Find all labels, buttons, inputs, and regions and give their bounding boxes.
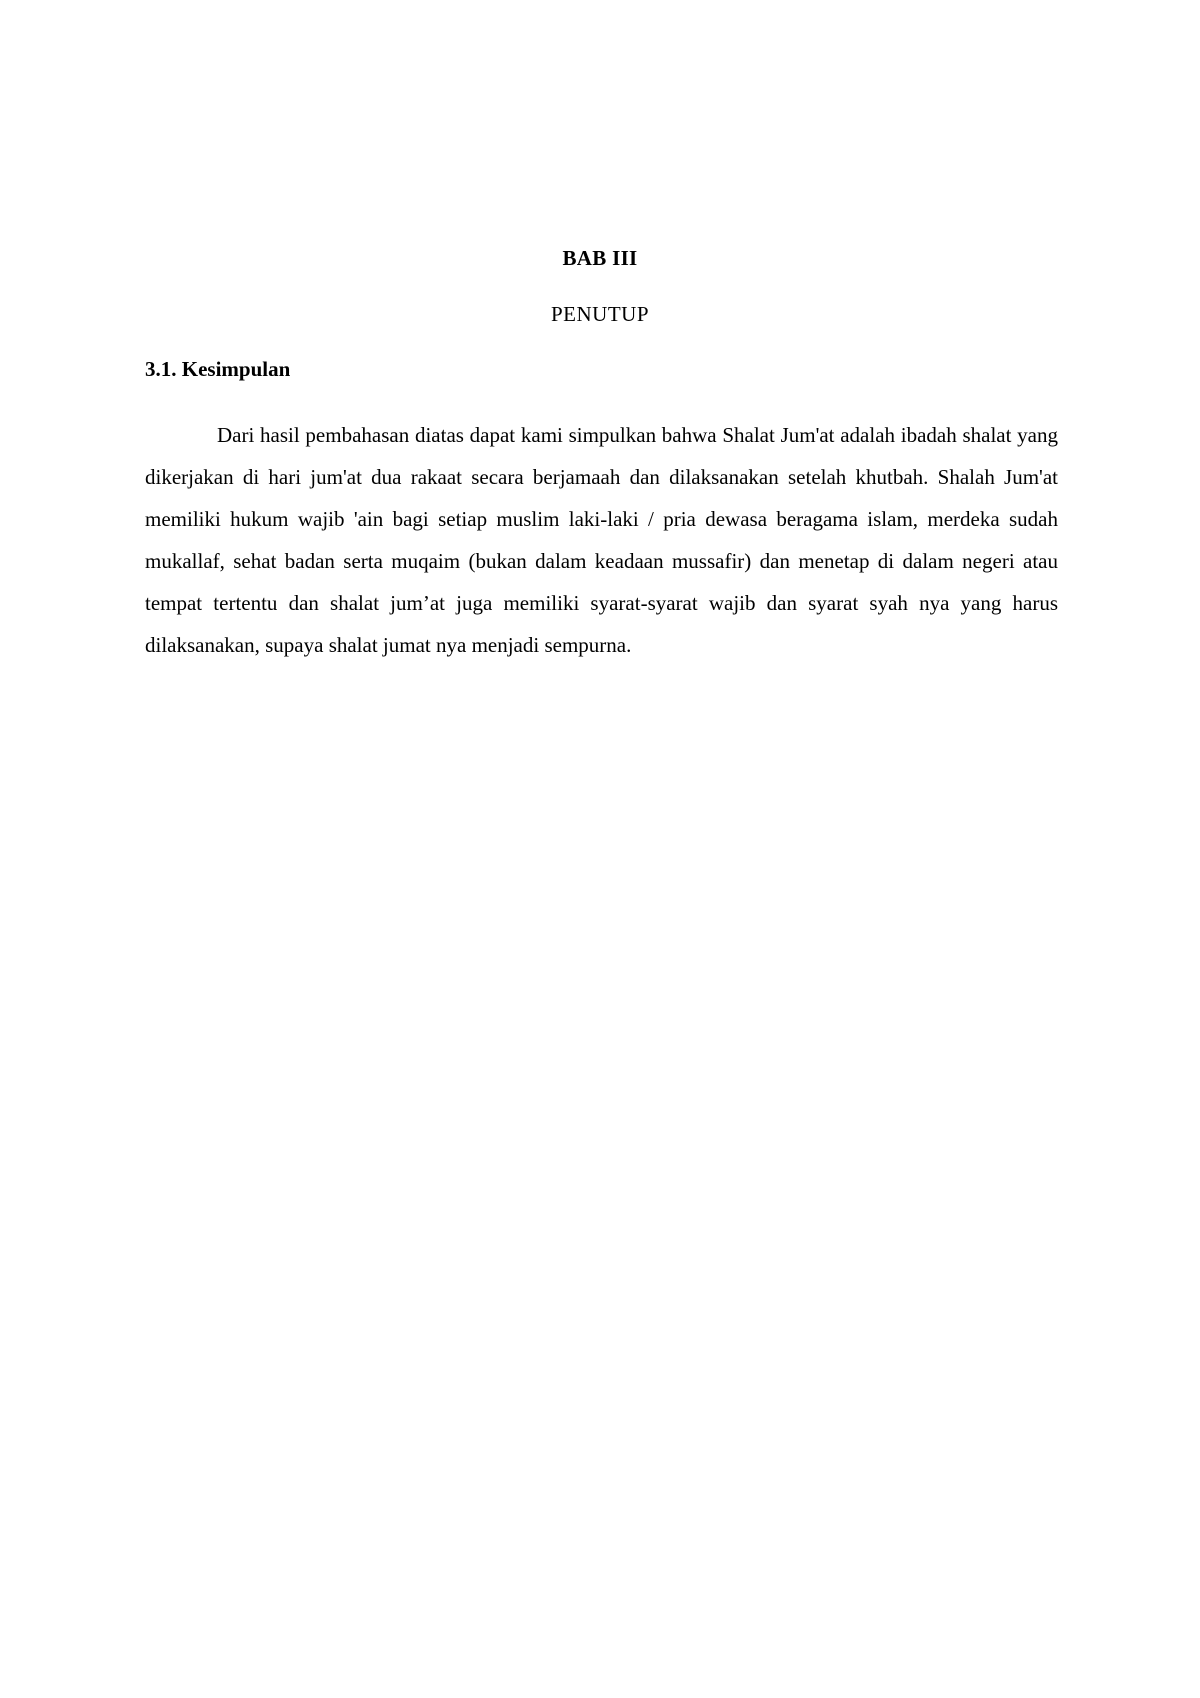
section-heading: 3.1. Kesimpulan <box>145 357 291 381</box>
chapter-label: BAB III <box>562 246 638 270</box>
body-paragraph: Dari hasil pembahasan diatas dapat kami simpulkan bahwa Shalat Jum'at adalah ibadah shalat yang dikerjakan di hari jum'at dua rakaat secara berjamaah dan dilaksanakan setelah khutbah. Shalah Jum'at memiliki hukum wajib 'ain bagi setiap muslim laki-laki / pria dewasa beragama islam, merdeka sudah mukallaf, sehat badan serta muqaim (bukan dalam keadaan mussafir) dan menetap di dalam negeri atau tempat tertentu dan shalat jum’at juga memiliki syarat-syarat wajib dan syarat syah nya yang harus dilaksanakan, supaya shalat jumat nya menjadi sempurna. <box>145 423 1058 657</box>
chapter-title: PENUTUP <box>550 302 649 326</box>
